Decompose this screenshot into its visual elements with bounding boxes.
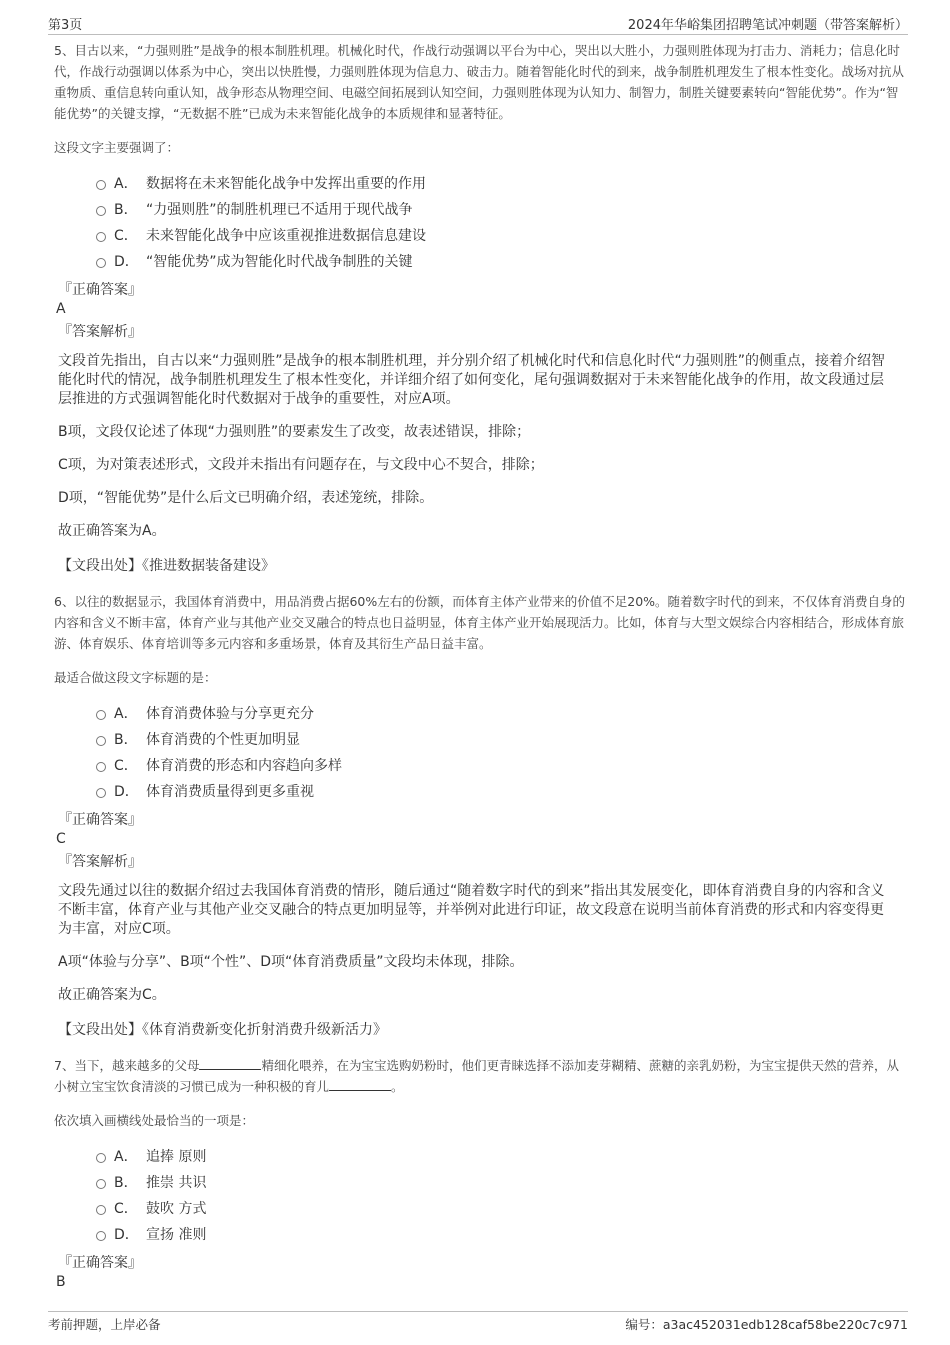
page-header	[48, 12, 908, 35]
radio-icon[interactable]	[96, 1179, 106, 1189]
page-number: 第3页	[48, 18, 83, 33]
radio-icon[interactable]	[96, 258, 106, 268]
radio-icon[interactable]	[96, 710, 106, 720]
option-a[interactable]: A． 数据将在未来智能化战争中发挥出重要的作用	[96, 172, 910, 198]
question-text: 7、当下，越来越多的父母 精细化喂养，在为宝宝选购奶粉时，他们更青睐选择不添加麦芽糊精、蔗糖的亲乳奶粉，为宝宝提供天然的营养，从小树立宝宝饮食清淡的习惯已成为一种积极的育儿 。	[54, 1058, 899, 1094]
footer-slogan: 考前押题，上岸必备	[48, 1317, 161, 1332]
option-list	[96, 1145, 910, 1249]
analysis-para: A项“体验与分享”、B项“个性”、D项“体育消费质量”文段均未体现，排除。	[58, 954, 524, 970]
fill-blank	[199, 1057, 261, 1070]
radio-icon[interactable]	[96, 1153, 106, 1163]
analysis-text: 文段首先指出，自古以来“力强则胜”是战争的根本制胜机理，并分别介绍了机械化时代和信息化时代“力强则胜”的侧重点，接着介绍智能化时代的情况，战争制胜机理发生了根本性变化，并详细介绍了如何变化，尾句强调数据对于未来智能化战争的作用，故文段通过层层推进的方式强调智能化时代数据对于战争的重要性，对应A项。	[58, 353, 886, 407]
option-a[interactable]: A． 追捧 原则	[96, 1145, 910, 1171]
analysis-para: B项，文段仅论述了体现“力强则胜”的要素发生了改变，故表述错误，排除；	[58, 424, 531, 440]
option-b[interactable]: B． 体育消费的个性更加明显	[96, 728, 910, 754]
analysis-para: 故正确答案为C。	[58, 987, 166, 1003]
text-source: 【文段出处】《体育消费新变化折射消费升级新活力》	[58, 1022, 387, 1038]
question-text: 6、以往的数据显示，我国体育消费中，用品消费占据60%左右的份额，而体育主体产业带来的价值不足20%。随着数字时代的到来，不仅体育消费自身的内容和含义不断丰富，体育产业与其他产业交叉融合的特点也日益明显，体育主体产业开始展现活力。比如，体育与大型文娱综合内容相结合，形成体育旅游、体育娱乐、体育培训等多元内容和多重场景，体育及其衍生产品日益丰富。	[54, 594, 906, 651]
option-d[interactable]: D． “智能优势”成为智能化时代战争制胜的关键	[96, 250, 910, 276]
radio-icon[interactable]	[96, 788, 106, 798]
question-text: 5、目古以来，“力强则胜”是战争的根本制胜机理。机械化时代，作战行动强调以平台为中心，哭出以大胜小，力强则胜体现为打击力、消耗力；信息化时代，作战行动强调以体系为中心，突出以快胜慢，力强则胜体现为信息力、破击力。随着智能化时代的到来，战争制胜机理发生了根本性变化。战场对抗从重物质、重信息转向重认知，战争形态从物理空间、电磁空间拓展到认知空间，力强则胜体现为认知力、制智力，制胜关键要素转向“智能优势”。作为“智能优势”的关键支撑，“无数据不胜”已成为未来智能化战争的本质规律和显著特征。	[54, 43, 905, 121]
document-code: 编号：a3ac452031edb128caf58be220c7c971	[625, 1317, 908, 1332]
text-source: 【文段出处】《推进数据装备建设》	[58, 558, 275, 574]
radio-icon[interactable]	[96, 736, 106, 746]
option-c[interactable]: C． 未来智能化战争中应该重视推进数据信息建设	[96, 224, 910, 250]
fill-blank	[329, 1078, 391, 1091]
document-body	[54, 40, 910, 1291]
analysis-label: 『答案解析』	[58, 324, 142, 340]
analysis-para: C项，为对策表述形式，文段并未指出有问题存在，与文段中心不契合，排除；	[58, 457, 544, 473]
analysis-para: D项，“智能优势”是什么后文已明确介绍，表述笼统，排除。	[58, 490, 434, 506]
radio-icon[interactable]	[96, 232, 106, 242]
question-prompt: 这段文字主要强调了：	[54, 140, 180, 155]
correct-answer: A	[56, 301, 66, 317]
correct-answer-label: 『正确答案』	[58, 282, 142, 298]
question-7	[54, 1055, 910, 1291]
option-c[interactable]: C． 鼓吹 方式	[96, 1197, 910, 1223]
correct-answer: C	[56, 831, 66, 847]
option-b[interactable]: B． 推崇 共识	[96, 1171, 910, 1197]
page-footer	[48, 1311, 908, 1336]
radio-icon[interactable]	[96, 180, 106, 190]
option-c[interactable]: C． 体育消费的形态和内容趋向多样	[96, 754, 910, 780]
question-6	[54, 591, 910, 1039]
document-title: 2024年华峪集团招聘笔试冲刺题（带答案解析）	[627, 18, 908, 33]
option-b[interactable]: B． “力强则胜”的制胜机理已不适用于现代战争	[96, 198, 910, 224]
analysis-text: 文段先通过以往的数据介绍过去我国体育消费的情形，随后通过“随着数字时代的到来”指出其发展变化，即体育消费自身的内容和含义不断丰富，体育产业与其他产业交叉融合的特点更加明显等，并举例对此进行印证，故文段意在说明当前体育消费的形式和内容变得更为丰富，对应C项。	[58, 883, 885, 937]
correct-answer-label: 『正确答案』	[58, 812, 142, 828]
question-5	[54, 40, 910, 575]
analysis-label: 『答案解析』	[58, 854, 142, 870]
analysis-para: 故正确答案为A。	[58, 523, 166, 539]
option-d[interactable]: D． 体育消费质量得到更多重视	[96, 780, 910, 806]
radio-icon[interactable]	[96, 1205, 106, 1215]
option-d[interactable]: D． 宣扬 准则	[96, 1223, 910, 1249]
option-a[interactable]: A． 体育消费体验与分享更充分	[96, 702, 910, 728]
question-prompt: 最适合做这段文字标题的是：	[54, 670, 217, 685]
question-prompt: 依次填入画横线处最恰当的一项是：	[54, 1113, 255, 1128]
radio-icon[interactable]	[96, 206, 106, 216]
option-list	[96, 702, 910, 806]
correct-answer-label: 『正确答案』	[58, 1255, 142, 1271]
radio-icon[interactable]	[96, 1231, 106, 1241]
radio-icon[interactable]	[96, 762, 106, 772]
correct-answer: B	[56, 1274, 66, 1290]
option-list	[96, 172, 910, 276]
